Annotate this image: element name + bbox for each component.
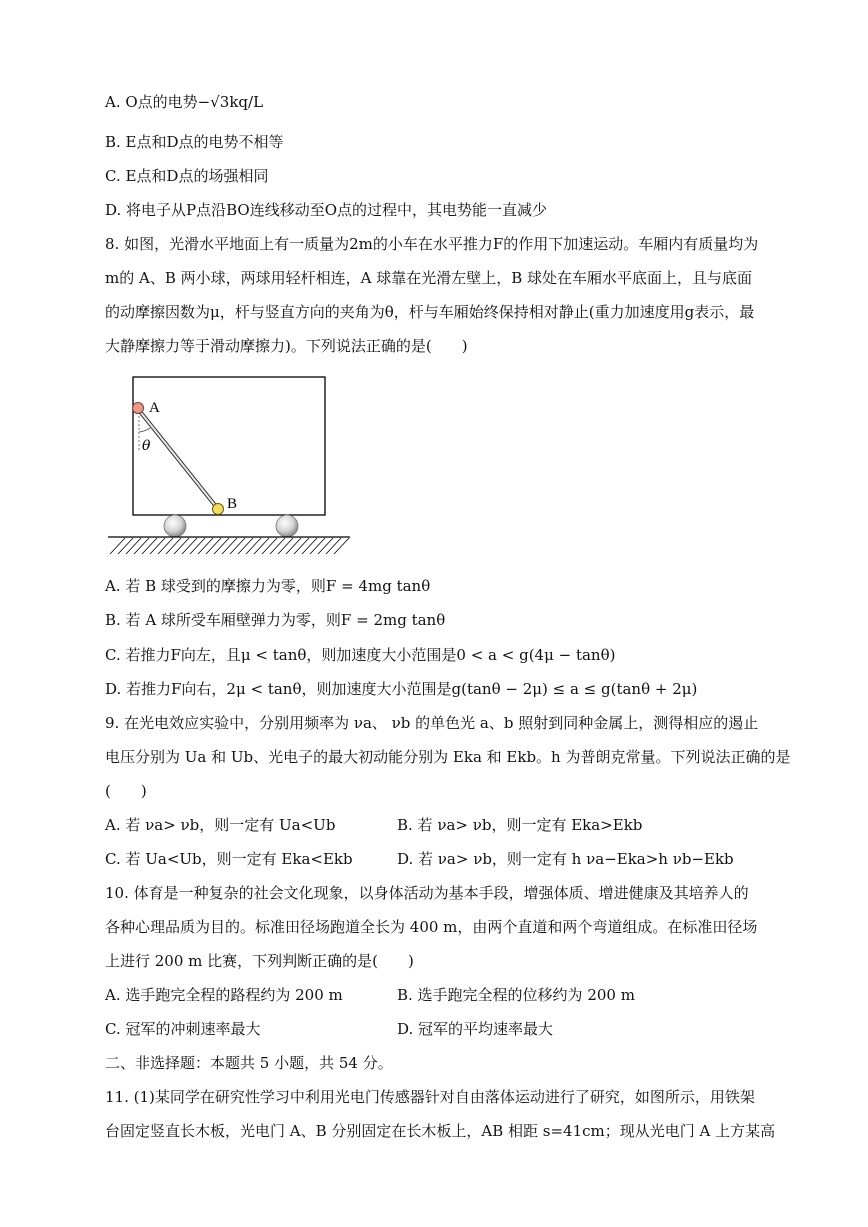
- q8-option-d: D. 若推力F向右，2μ < tanθ，则加速度大小范围是g(tanθ − 2μ) ≤ a ≤ g(tanθ + 2μ): [105, 680, 698, 698]
- q10-stem-line: 上进行 200 m 比赛，下列判断正确的是( ): [105, 952, 414, 970]
- q8-stem-line: 的动摩擦因数为μ，杆与竖直方向的夹角为θ，杆与车厢始终保持相对静止(重力加速度用g表示，最: [105, 303, 755, 321]
- label-theta: θ: [142, 438, 151, 454]
- label-a: A: [149, 400, 160, 416]
- q10-stem-line: 各种心理品质为目的。标准田径场跑道全长为 400 m，由两个直道和两个弯道组成。在标准田径场: [105, 918, 758, 936]
- q8-stem-line: 8. 如图，光滑水平地面上有一质量为2m的小车在水平推力F的作用下加速运动。车厢内有质量均为: [105, 235, 759, 253]
- q8-option-c: C. 若推力F向左，且μ < tanθ，则加速度大小范围是0 < a < g(4μ − tanθ): [105, 646, 616, 664]
- q7-option-c: C. E点和D点的场强相同: [105, 167, 269, 185]
- q9-stem-line: ( ): [105, 782, 147, 800]
- q9-option-d: D. 若 νa> νb，则一定有 h νa−Eka>h νb−Ekb: [397, 850, 734, 868]
- q7-option-a: A. O点的电势−√3kq/L: [105, 93, 264, 111]
- angle-arc: [139, 428, 150, 432]
- ball-a: [133, 403, 144, 414]
- wheel-right: [276, 515, 298, 537]
- light-rod-inner: [138, 409, 218, 509]
- ground-hatching: [110, 538, 349, 554]
- q11-stem-line: 台固定竖直长木板，光电门 A、B 分别固定在长木板上，AB 相距 s=41cm；现从光电门 A 上方某高: [105, 1122, 776, 1140]
- q7-option-d: D. 将电子从P点沿BO连线移动至O点的过程中，其电势能一直减少: [105, 201, 548, 219]
- q9-option-b: B. 若 νa> νb，则一定有 Eka>Ekb: [397, 816, 643, 834]
- q8-option-b: B. 若 A 球所受车厢壁弹力为零，则F = 2mg tanθ: [105, 611, 446, 629]
- q8-stem-line: m的 A、B 两小球，两球用轻杆相连，A 球靠在光滑左壁上，B 球处在车厢水平底面上，且与底面: [105, 269, 753, 287]
- q9-option-c: C. 若 Ua<Ub，则一定有 Eka<Ekb: [105, 850, 353, 868]
- section-heading: 二、非选择题：本题共 5 小题，共 54 分。: [105, 1054, 393, 1072]
- q9-stem-line: 电压分别为 Ua 和 Ub、光电子的最大初动能分别为 Eka 和 Ekb。h 为普朗克常量。下列说法正确的是: [105, 748, 791, 766]
- q7-option-b: B. E点和D点的电势不相等: [105, 133, 284, 151]
- q8-stem-line: 大静摩擦力等于滑动摩擦力)。下列说法正确的是( ): [105, 337, 468, 355]
- wheel-left: [164, 515, 186, 537]
- q10-stem-line: 10. 体育是一种复杂的社会文化现象，以身体活动为基本手段，增强体质、增进健康及其培养人的: [105, 884, 749, 902]
- label-b: B: [227, 496, 238, 512]
- q11-stem-line: 11. (1)某同学在研究性学习中利用光电门传感器针对自由落体运动进行了研究，如图所示，用铁架: [105, 1088, 755, 1106]
- q9-option-a: A. 若 νa> νb，则一定有 Ua<Ub: [105, 816, 336, 834]
- ball-b: [213, 504, 224, 515]
- cart-figure: [105, 372, 355, 562]
- q10-option-a: A. 选手跑完全程的路程约为 200 m: [105, 986, 343, 1004]
- q8-option-a: A. 若 B 球受到的摩擦力为零，则F = 4mg tanθ: [105, 577, 431, 595]
- cart-body: [133, 377, 325, 515]
- q10-option-b: B. 选手跑完全程的位移约为 200 m: [397, 986, 635, 1004]
- q9-stem-line: 9. 在光电效应实验中，分别用频率为 νa、 νb 的单色光 a、b 照射到同种金属上，测得相应的遏止: [105, 714, 759, 732]
- q10-option-c: C. 冠军的冲刺速率最大: [105, 1020, 261, 1038]
- q10-option-d: D. 冠军的平均速率最大: [397, 1020, 554, 1038]
